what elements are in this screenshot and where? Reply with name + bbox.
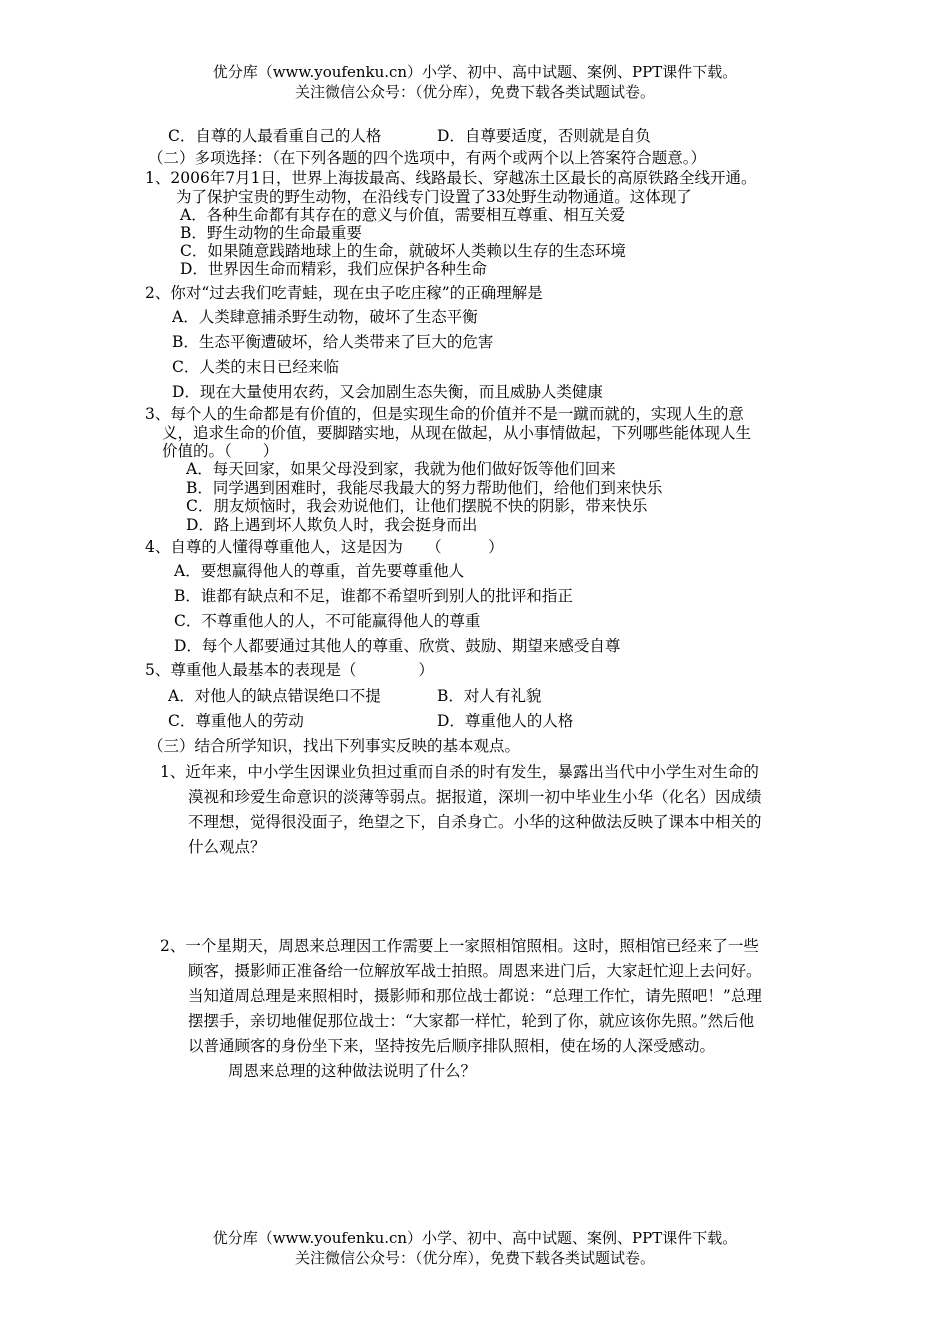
option-c: C．尊重他人的劳动 [168, 712, 304, 730]
paragraph-line: 漠视和珍爱生命意识的淡薄等弱点。据报道，深圳一初中毕业生小华（化名）因成绩 [188, 788, 762, 806]
paragraph-line: 2、一个星期天，周恩来总理因工作需要上一家照相馆照相。这时，照相馆已经来了一些 [160, 937, 759, 955]
option-c: C．如果随意践踏地球上的生命，就破坏人类赖以生存的生态环境 [180, 242, 626, 260]
question-stem: 1、2006年7月1日，世界上海拔最高、线路最长、穿越冻土区最长的高原铁路全线开通。 [145, 169, 757, 187]
option-b: B．谁都有缺点和不足，谁都不希望听到别人的批评和指正 [174, 587, 573, 605]
footer-line-1: 优分库（www.youfenku.cn）小学、初中、高中试题、案例、PPT课件下载。 [212, 1229, 738, 1247]
option-c: C．不尊重他人的人，不可能赢得他人的尊重 [174, 612, 481, 630]
question-stem: 价值的。（ ） [162, 442, 279, 460]
question-stem: 3、每个人的生命都是有价值的，但是实现生命的价值并不是一蹴而就的，实现人生的意 [145, 405, 744, 423]
section-2-title: （二）多项选择：（在下列各题的四个选项中，有两个或两个以上答案符合题意。） [148, 149, 707, 167]
section-3-title: （三）结合所学知识，找出下列事实反映的基本观点。 [148, 737, 521, 755]
option-a: A．要想赢得他人的尊重，首先要尊重他人 [174, 562, 465, 580]
paragraph-line: 以普通顾客的身份坐下来，坚持按先后顺序排队照相，使在场的人深受感动。 [188, 1037, 716, 1055]
question-stem: 5、尊重他人最基本的表现是（ ） [145, 661, 434, 679]
option-a: A．人类肆意捕杀野生动物，破坏了生态平衡 [172, 308, 478, 326]
paragraph-line: 不理想，觉得很没面子，绝望之下，自杀身亡。小华的这种做法反映了课本中相关的 [188, 813, 762, 831]
option-a: A．各种生命都有其存在的意义与价值，需要相互尊重、相互关爱 [180, 206, 626, 224]
footer-line-2: 关注微信公众号：（优分库），免费下载各类试题试卷。 [294, 1249, 655, 1267]
question-stem: 为了保护宝贵的野生动物，在沿线专门设置了33处野生动物通道。这体现了 [176, 188, 692, 206]
option-d: D．每个人都要通过其他人的尊重、欣赏、鼓励、期望来感受自尊 [174, 637, 621, 655]
question-stem: 义，追求生命的价值，要脚踏实地，从现在做起，从小事情做起，下列哪些能体现人生 [162, 424, 752, 442]
option-a: A．对他人的缺点错误绝口不提 [168, 687, 381, 705]
option-b: B．生态平衡遭破坏，给人类带来了巨大的危害 [172, 333, 494, 351]
header-line-2: 关注微信公众号：（优分库），免费下载各类试题试卷。 [294, 83, 655, 101]
question-prompt: 周恩来总理的这种做法说明了什么？ [228, 1062, 477, 1080]
question-stem: 2、你对“过去我们吃青蛙，现在虫子吃庄稼”的正确理解是 [145, 284, 543, 302]
paragraph-line: 当知道周总理是来照相时，摄影师和那位战士都说：“总理工作忙，请先照吧！”总理 [188, 987, 762, 1005]
prev-option-c: C．自尊的人最看重自己的人格 [168, 127, 382, 145]
header-line-1: 优分库（www.youfenku.cn）小学、初中、高中试题、案例、PPT课件下载。 [212, 63, 738, 81]
paragraph-line: 顾客，摄影师正准备给一位解放军战士拍照。周恩来进门后，大家赶忙迎上去问好。 [188, 962, 762, 980]
option-c: C．人类的末日已经来临 [172, 358, 339, 376]
prev-option-d: D．自尊要适度，否则就是自负 [437, 127, 651, 145]
paragraph-line: 什么观点？ [188, 838, 266, 856]
option-b: B．野生动物的生命最重要 [180, 224, 362, 242]
question-stem: 4、自尊的人懂得尊重他人，这是因为 （ ） [145, 538, 504, 556]
option-c: C．朋友烦恼时，我会劝说他们，让他们摆脱不快的阴影，带来快乐 [186, 497, 648, 515]
option-b: B．同学遇到困难时，我能尽我最大的努力帮助他们，给他们到来快乐 [186, 479, 663, 497]
paragraph-line: 摆摆手，亲切地催促那位战士：“大家都一样忙，轮到了你，就应该你先照。”然后他 [188, 1012, 755, 1030]
option-d: D．现在大量使用农药，又会加剧生态失衡，而且威胁人类健康 [172, 383, 603, 401]
option-d: D．尊重他人的人格 [437, 712, 574, 730]
option-d: D．世界因生命而精彩，我们应保护各种生命 [180, 260, 487, 278]
option-d: D．路上遇到坏人欺负人时，我会挺身而出 [186, 516, 478, 534]
paragraph-line: 1、近年来，中小学生因课业负担过重而自杀的时有发生，暴露出当代中小学生对生命的 [160, 763, 759, 781]
option-a: A．每天回家，如果父母没到家，我就为他们做好饭等他们回来 [186, 460, 616, 478]
option-b: B．对人有礼貌 [437, 687, 542, 705]
